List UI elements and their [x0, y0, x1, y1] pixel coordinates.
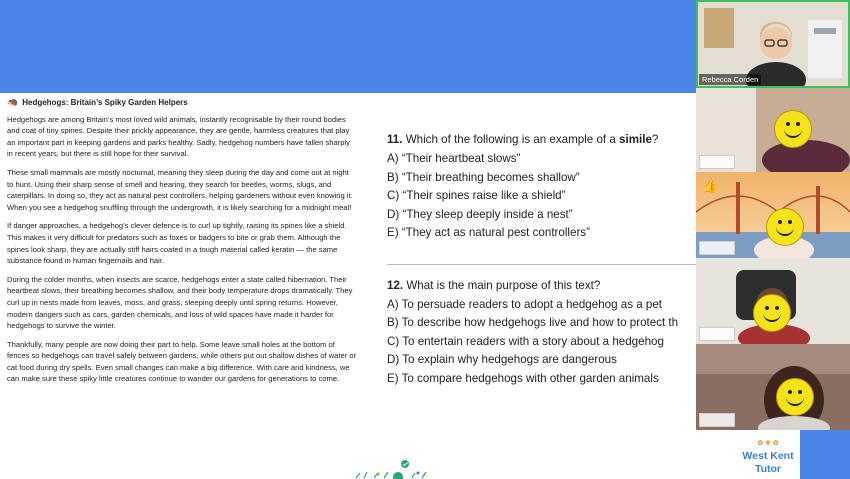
answer-option: E) “They act as natural pest controllers”: [387, 226, 590, 239]
answer-option: E) To compare hedgehogs with other garden animals: [387, 371, 659, 385]
answer-option: C) To entertain readers with a story about a hedgehog: [387, 334, 664, 348]
participant-name-hidden: [699, 413, 735, 427]
smiley-face-icon: [776, 378, 814, 416]
smiley-face-icon: [774, 110, 812, 148]
answer-option: B) “Their breathing becomes shallow”: [387, 170, 580, 184]
question-number: 12.: [387, 278, 404, 292]
passage-paragraph: During the colder months, when insects are scarce, hedgehogs enter a state called hibernation. Their heartbeat slows, their breathing becomes shallow, and their body temperature drops dramatically. They curl up in nests made from leaves, moss, and grass, sleeping deeply until spring returns. However, modern dangers such as cars, garden chemicals, and loss of wild spaces have made it harder for hedgehogs to survive the winter.: [7, 274, 353, 331]
question-11: [387, 132, 696, 147]
question-text: What is the main purpose of this text?: [406, 278, 601, 292]
question-panel: [387, 132, 696, 388]
participant-name: Rebecca Corden: [699, 74, 761, 85]
reading-passage: [7, 97, 357, 392]
question-number: 11.: [387, 133, 403, 146]
passage-paragraph: Thankfully, many people are now doing their part to help. Some leave small holes at the bottom of fences so hedgehogs can travel safely between gardens, while others put out shallow dishes of water or cat food during dry spells. Even small changes can make a big difference. With care and kindness, we can make sure these spiky little creatures continue to wander our gardens for generations to come.: [7, 339, 357, 384]
passage-paragraph: If danger approaches, a hedgehog’s clever defence is to curl up tightly, raising its spines like a shield. This makes it very difficult for predators such as foxes or badgers to bite or grab them. Although the spines look sharp, they are actually stiff hairs coated in a tough material called keratin — the same substance found in human fingernails and hair.: [7, 221, 347, 266]
participant-tile[interactable]: [696, 258, 850, 344]
participant-tile-host[interactable]: [696, 0, 850, 88]
thumbs-up-icon: 👍: [702, 178, 719, 193]
participant-tile[interactable]: [696, 88, 850, 172]
hedgehog-icon: 🦔: [7, 97, 19, 107]
participant-name-hidden: [699, 241, 735, 255]
participant-name-hidden: [699, 155, 735, 169]
passage-paragraph: These small mammals are mostly nocturnal, meaning they sleep during the day and come out at night to hunt. Using their sharp sense of smell and hearing, they search for beetles, worms, slugs, and caterpillars. In doing so, they act as natural pest controllers, helping gardeners without even knowing it. When you see a hedgehog snuffling through the undergrowth, it is likely searching for a midnight meal!: [7, 167, 353, 212]
smiley-face-icon: [753, 294, 791, 332]
logo-text-line2: Tutor: [754, 463, 782, 475]
slide-corner-band: [800, 430, 850, 479]
passage-paragraph: Hedgehogs are among Britain’s most loved wild animals, instantly recognisable by their round bodies and coat of tiny spines. Despite their prickly appearance, they are gentle, harmless creatures that play an important part in keeping gardens and parks healthy. Sadly, hedgehog numbers have fallen sharply in recent years, but there is still hope for their survival.: [7, 114, 350, 159]
question-divider: [387, 264, 696, 265]
passage-title: [7, 97, 357, 109]
answer-option: B) To describe how hedgehogs live and how to protect th: [387, 316, 679, 329]
logo-leaves-icon: ✿ ❀ ✿: [757, 440, 779, 447]
west-kent-tutor-logo: [736, 432, 800, 479]
answer-option: D) “They sleep deeply inside a nest”: [387, 207, 573, 221]
answer-option: D) To explain why hedgehogs are dangerous: [387, 353, 617, 366]
smiley-face-icon: [766, 208, 804, 246]
answer-option: C) “Their spines raise like a shield”: [387, 189, 566, 202]
question-emphasis: simile: [619, 133, 652, 146]
question-12: [387, 278, 696, 293]
question-text-end: ?: [651, 133, 659, 146]
logo-text-line1: West Kent: [742, 450, 794, 462]
answer-option: A) “Their heartbeat slows”: [387, 152, 521, 165]
question-text: Which of the following is an example of a: [405, 133, 620, 146]
passage-title-text: Hedgehogs: Britain’s Spiky Garden Helpers: [22, 98, 188, 107]
participant-tile[interactable]: [696, 172, 850, 258]
participant-name-hidden: [699, 327, 735, 341]
answer-option: A) To persuade readers to adopt a hedgehog as a pet: [387, 297, 663, 311]
decorative-footer-icons: [350, 458, 440, 479]
participant-tile[interactable]: [696, 344, 850, 430]
participant-strip: [696, 0, 850, 479]
